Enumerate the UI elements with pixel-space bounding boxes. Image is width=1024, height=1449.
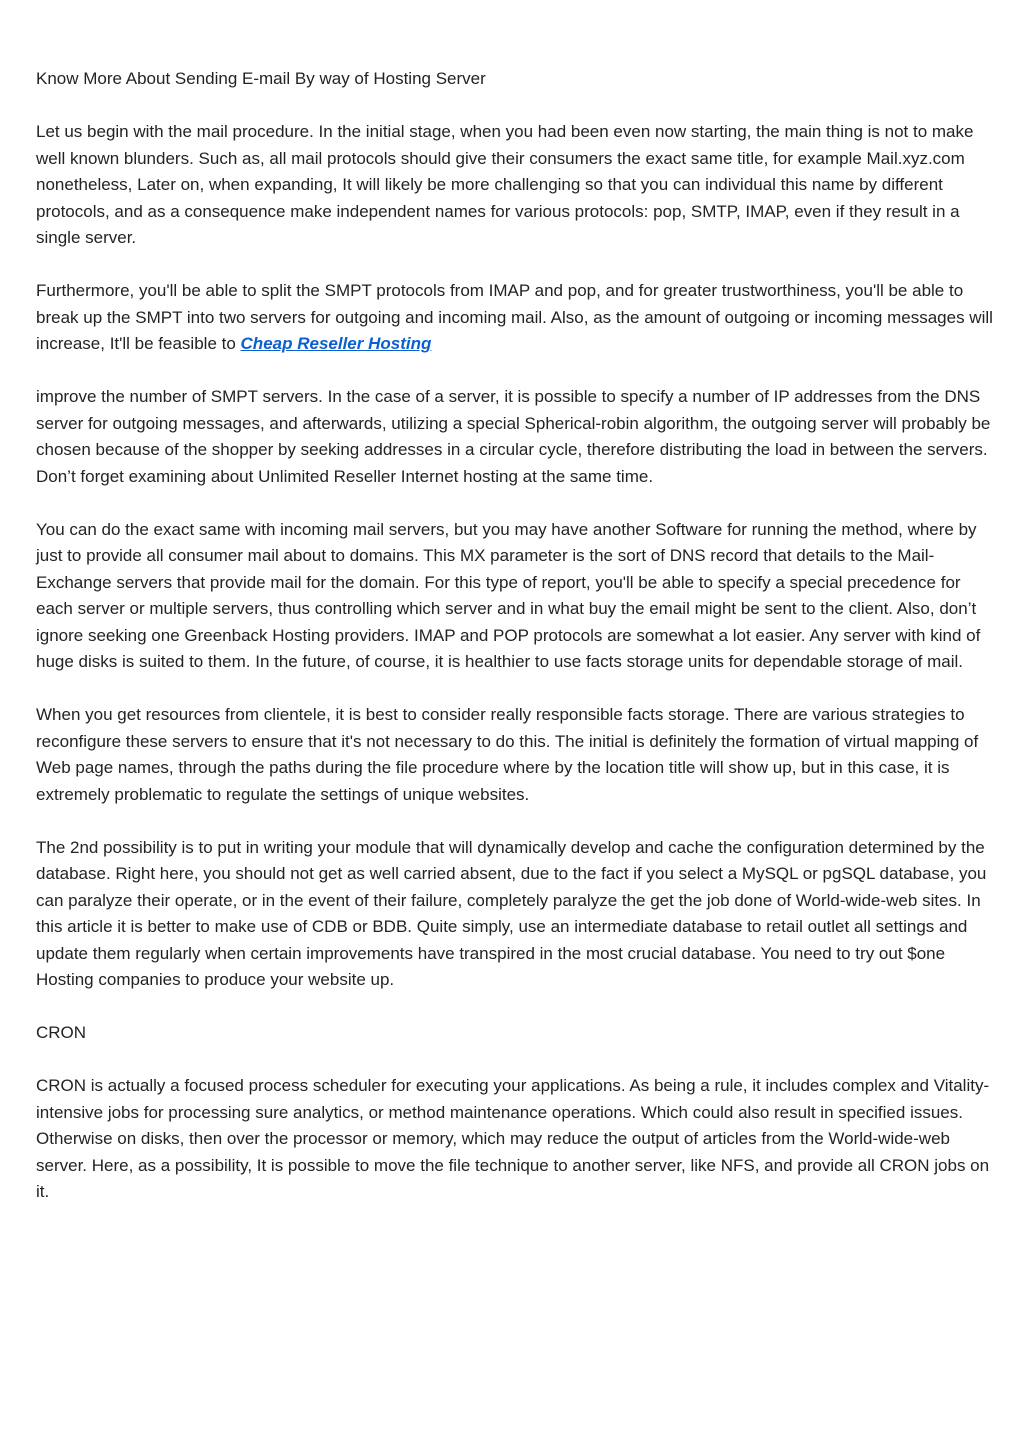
paragraph-cron: CRON is actually a focused process scheduler for executing your applications. As being a rule, it includes complex and Vitality-intensive jobs for processing sure analytics, or method maintenance operations. Which could also result in specified issues. Otherwise on disks, then over the processor or memory, which may reduce the output of articles from the World-wide-web server. Here, as a possibility, It is possible to move the file technique to another server, like NFS, and provide all CRON jobs on it. xyxy=(36,1076,990,1201)
paragraph-smpt-servers: improve the number of SMPT servers. In the case of a server, it is possible to specify a number of IP addresses from the DNS server for outgoing messages, and afterwards, utilizing a special Spherical-robin algorithm, the outgoing server will probably be chosen because of the shopper by seeking addresses in a circular cycle, therefore distributing the load in between the servers. Don’t forget examining about Unlimited Reseller Internet hosting at the same time. xyxy=(36,387,991,486)
paragraph-split-smpt-text: Furthermore, you'll be able to split the SMPT protocols from IMAP and pop, and for greater trustworthiness, you'll be able to break up the SMPT into two servers for outgoing and incoming mail. Also, as the amount of outgoing or incoming messages will increase, It'll be feasible to xyxy=(36,281,993,353)
cheap-reseller-hosting-link[interactable]: Cheap Reseller Hosting xyxy=(240,334,432,353)
heading-cron: CRON xyxy=(36,1023,87,1042)
paragraph-second-possibility: The 2nd possibility is to put in writing your module that will dynamically develop and cache the configuration determined by the database. Right here, you should not get as well carried absent, due to the fact if you select a MySQL or pgSQL database, you can paralyze their operate, or in the event of their failure, completely paralyze the get the job done of World-wide-web sites. In this article it is better to make use of CDB or BDB. Quite simply, use an intermediate database to retail outlet all settings and update them regularly when certain improvements have transpired in the most crucial database. You need to try out $one Hosting companies to produce your website up. xyxy=(36,837,987,989)
paragraph-incoming-mail: You can do the exact same with incoming mail servers, but you may have another Software for running the method, where by just to provide all consumer mail about to domains. This MX parameter is the sort of DNS record that details to the Mail-Exchange servers that provide mail for the domain. For this type of report, you'll be able to specify a special precedence for each server or multiple servers, thus controlling which server and in what buy the email might be sent to the client. Also, don’t ignore seeking one Greenback Hosting providers. IMAP and POP protocols are somewhat a lot easier. Any server with kind of huge disks is suited to them. In the future, of course, it is healthier to use facts storage units for dependable storage of mail. xyxy=(36,519,981,671)
paragraph-split-smpt xyxy=(36,278,994,358)
document-content xyxy=(36,66,994,1206)
paragraph-facts-storage: When you get resources from clientele, it is best to consider really responsible facts storage. There are various strategies to reconfigure these servers to ensure that it's not necessary to do this. The initial is definitely the formation of virtual mapping of Web page names, through the paths during the file procedure where by the location title will show up, but in this case, it is extremely problematic to regulate the settings of unique websites. xyxy=(36,705,979,804)
document-title: Know More About Sending E-mail By way of Hosting Server xyxy=(36,69,486,88)
paragraph-mail-procedure: Let us begin with the mail procedure. In the initial stage, when you had been even now starting, the main thing is not to make well known blunders. Such as, all mail protocols should give their consumers the exact same title, for example Mail.xyz.com nonetheless, Later on, when expanding, It will likely be more challenging so that you can individual this name by different protocols, and as a consequence make independent names for various protocols: pop, SMTP, IMAP, even if they result in a single server. xyxy=(36,122,974,247)
